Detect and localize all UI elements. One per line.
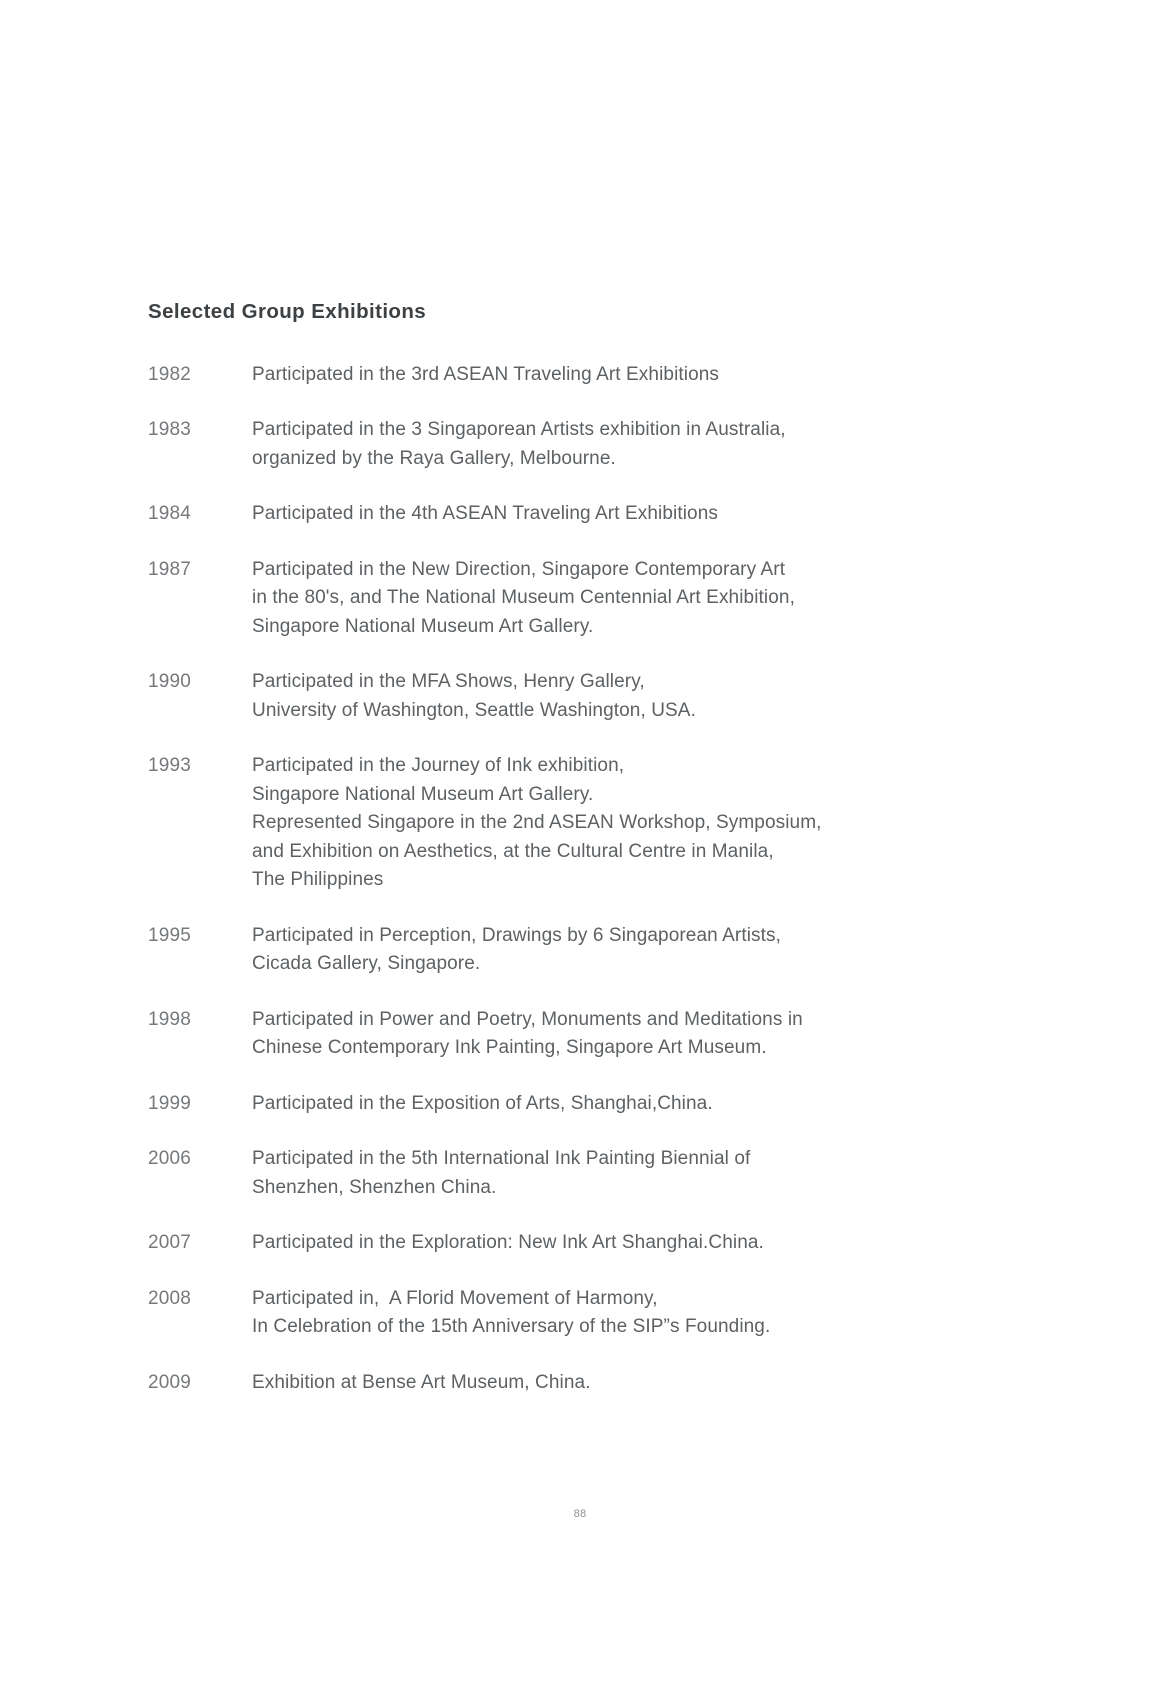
exhibition-entry [148,1006,988,1063]
entry-description-line: The Philippines [252,869,384,891]
entry-description [252,500,988,529]
entry-description [252,922,988,979]
entry-description [252,1145,988,1202]
exhibition-entry [148,1369,988,1398]
entry-description-line: Participated in Power and Poetry, Monuments and Meditations in [252,1008,803,1030]
entry-year: 2006 [148,1148,192,1170]
entry-year: 1998 [148,1008,192,1030]
page-number: 88 [573,1508,587,1520]
entry-description-line: In Celebration of the 15th Anniversary of the SIP”s Founding. [252,1316,771,1338]
entry-description-line: Cicada Gallery, Singapore. [252,953,481,975]
entry-year: 1984 [148,503,192,525]
entry-description-line: Singapore National Museum Art Gallery. [252,615,594,637]
entry-description [252,1369,988,1398]
entry-description-line: Participated in the 4th ASEAN Traveling Art Exhibitions [252,503,718,525]
entry-description-line: Participated in the Exploration: New Ink Art Shanghai.China. [252,1232,764,1254]
exhibition-entry [148,500,988,529]
entry-description-line: Participated in the 5th International Ink Painting Biennial of [252,1148,751,1170]
entry-description [252,1285,988,1342]
page-title: Selected Group Exhibitions [148,300,427,323]
entry-year: 2008 [148,1287,192,1309]
entry-description-line: Participated in the 3 Singaporean Artists exhibition in Australia, [252,419,786,441]
entry-description-line: Participated in Perception, Drawings by 6 Singaporean Artists, [252,924,781,946]
entry-description-line: Participated in the Journey of Ink exhibition, [252,755,625,777]
entry-year: 1999 [148,1092,192,1114]
entry-year: 1995 [148,924,192,946]
entry-description [252,556,988,642]
entry-description [252,752,988,895]
exhibition-list [148,361,988,1398]
exhibition-entry [148,556,988,642]
entry-year: 2007 [148,1232,192,1254]
exhibition-entry [148,1145,988,1202]
exhibition-entry [148,1090,988,1119]
exhibition-entry [148,416,988,473]
entry-description-line: Participated in the New Direction, Singapore Contemporary Art [252,558,786,580]
exhibition-entry [148,922,988,979]
entry-description-line: Chinese Contemporary Ink Painting, Singapore Art Museum. [252,1037,767,1059]
entry-description [252,1006,988,1063]
exhibition-entry [148,1285,988,1342]
entry-year: 1993 [148,755,192,777]
entry-year: 1987 [148,558,192,580]
entry-description-line: and Exhibition on Aesthetics, at the Cultural Centre in Manila, [252,840,774,862]
entry-description-line: Participated in the 3rd ASEAN Traveling Art Exhibitions [252,363,720,385]
entry-description-line: Shenzhen, Shenzhen China. [252,1176,497,1198]
entry-description-line: Participated in, A Florid Movement of Harmony, [252,1287,658,1309]
entry-description-line: Participated in the Exposition of Arts, Shanghai,China. [252,1092,713,1114]
entry-description [252,1090,988,1119]
entry-year: 2009 [148,1371,192,1393]
entry-year: 1983 [148,419,192,441]
entry-description [252,416,988,473]
exhibition-entry [148,361,988,390]
entry-description [252,361,988,390]
entry-description-line: Exhibition at Bense Art Museum, China. [252,1371,591,1393]
entry-description-line: in the 80's, and The National Museum Centennial Art Exhibition, [252,587,795,609]
entry-year: 1990 [148,671,192,693]
exhibition-entry [148,1229,988,1258]
entry-description-line: University of Washington, Seattle Washington, USA. [252,699,696,721]
entry-description-line: Participated in the MFA Shows, Henry Gallery, [252,671,645,693]
entry-description-line: Singapore National Museum Art Gallery. [252,783,594,805]
page-content [148,300,988,1424]
entry-description-line: organized by the Raya Gallery, Melbourne. [252,447,616,469]
entry-description [252,1229,988,1258]
entry-description [252,668,988,725]
entry-year: 1982 [148,363,192,385]
exhibition-entry [148,668,988,725]
exhibition-entry [148,752,988,895]
entry-description-line: Represented Singapore in the 2nd ASEAN Workshop, Symposium, [252,812,822,834]
